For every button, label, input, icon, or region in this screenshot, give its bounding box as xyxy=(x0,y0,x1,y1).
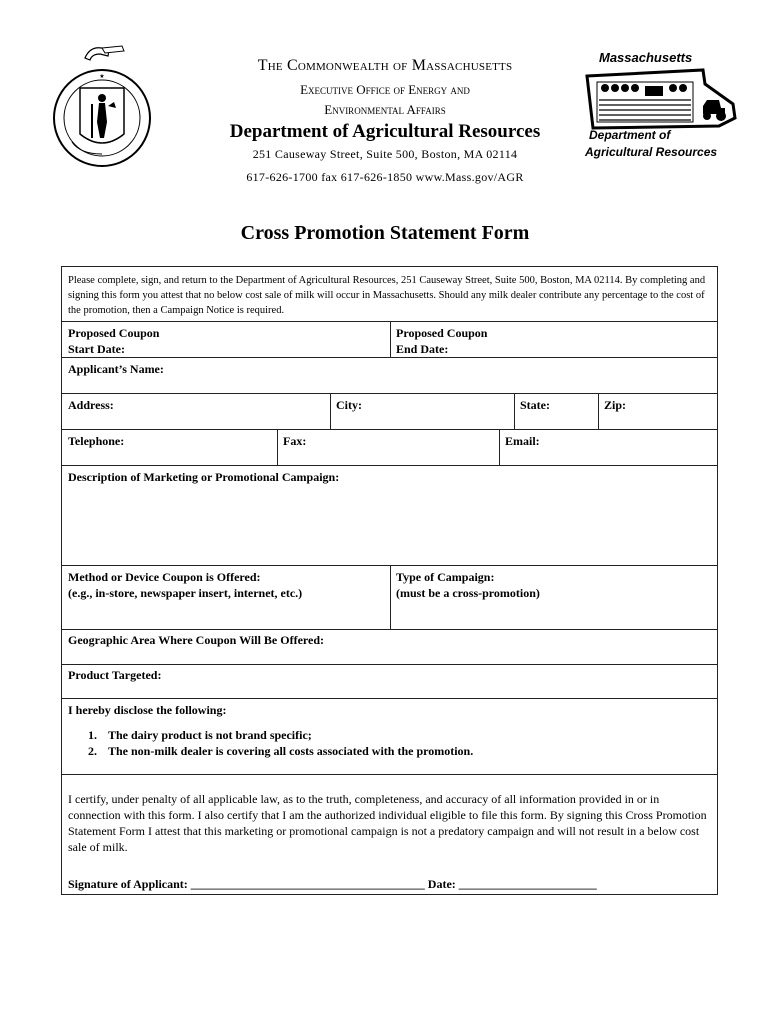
state-seal xyxy=(50,42,160,170)
state-label: State: xyxy=(520,398,550,412)
form-table xyxy=(61,266,718,895)
start-date-label-1: Proposed Coupon xyxy=(68,326,160,340)
certification-row xyxy=(62,774,717,895)
address-field[interactable] xyxy=(62,394,330,430)
signature-label: Signature of Applicant: xyxy=(68,877,188,891)
date-input[interactable]: _______________________ xyxy=(458,877,597,891)
zip-label: Zip: xyxy=(604,398,627,412)
address-row xyxy=(62,393,717,430)
method-label-1: Method or Device Coupon is Offered: xyxy=(68,570,261,584)
disclosure-row xyxy=(62,698,717,775)
header-commonwealth: The Commonwealth of Massachusetts xyxy=(257,57,513,74)
header-department: Department of Agricultural Resources xyxy=(229,121,541,142)
disclosure-text: The non-milk dealer is covering all costs associated with the promotion. xyxy=(108,744,474,758)
disclosure-text: The dairy product is not brand specific; xyxy=(108,728,312,742)
telephone-field[interactable] xyxy=(62,430,277,466)
logo-massachusetts: Massachusetts xyxy=(599,50,693,65)
description-label: Description of Marketing or Promotional Campaign: xyxy=(68,470,340,484)
geographic-area-label: Geographic Area Where Coupon Will Be Offered: xyxy=(68,633,324,647)
start-date-label xyxy=(68,325,159,357)
fax-field[interactable] xyxy=(277,430,499,466)
fax-label: Fax: xyxy=(283,434,307,448)
header-executive-office: Executive Office of Energy and xyxy=(300,82,470,97)
email-label: Email: xyxy=(505,434,540,448)
applicant-name-field[interactable] xyxy=(62,357,717,394)
telephone-label: Telephone: xyxy=(68,434,125,448)
end-date-label-2: End Date: xyxy=(396,342,449,356)
logo-department-of: Department of xyxy=(589,128,671,142)
certification-text: I certify, under penalty of all applicable law, as to the truth, completeness, and accuracy of all information provided in or in connection with this form. I also certify that I am the authorized individual eligible to file this form. By signing this Cross Promotion Statement Form I attest that this marketing or promotional campaign is not a predatory campaign and will not result in a below cost sale of milk. xyxy=(68,792,707,854)
logo-agricultural-resources: Agricultural Resources xyxy=(585,145,718,159)
header-address: 251 Causeway Street, Suite 500, Boston, MA 02114 xyxy=(252,147,518,161)
signature-input[interactable]: _______________________________________ xyxy=(190,877,425,891)
campaign-type-label xyxy=(396,569,540,601)
start-date-field[interactable] xyxy=(62,322,390,358)
zip-field[interactable] xyxy=(598,394,717,430)
mdar-logo xyxy=(583,48,743,164)
method-type-row xyxy=(62,565,717,630)
end-date-label-1: Proposed Coupon xyxy=(396,326,488,340)
state-field[interactable] xyxy=(514,394,598,430)
intro-text: Please complete, sign, and return to the Department of Agricultural Resources, 251 Causeway Street, Suite 500, Boston, MA 02114. By completing and signing this form you attest that no below cost sale of milk will occur in Massachusetts. Should any milk dealer contribute any percentage to the cost of the promotion, then a Campaign Notice is required. xyxy=(68,275,706,316)
method-label-2: (e.g., in-store, newspaper insert, internet, etc.) xyxy=(68,586,303,600)
city-label: City: xyxy=(336,398,362,412)
end-date-field[interactable] xyxy=(390,322,717,358)
phone-row xyxy=(62,429,717,466)
campaign-type-field[interactable] xyxy=(390,566,717,630)
coupon-dates-row xyxy=(62,321,717,358)
address-label: Address: xyxy=(68,398,114,412)
signature-line xyxy=(68,877,597,892)
header-environmental-affairs: Environmental Affairs xyxy=(324,102,446,117)
header-contact: 617-626-1700 fax 617-626-1850 www.Mass.gov/AGR xyxy=(246,170,524,184)
description-field[interactable] xyxy=(62,465,717,566)
end-date-label xyxy=(396,325,487,357)
disclosure-item xyxy=(88,727,473,743)
geographic-area-field[interactable] xyxy=(62,629,717,665)
product-label: Product Targeted: xyxy=(68,668,162,682)
form-title: Cross Promotion Statement Form xyxy=(240,222,530,244)
product-field[interactable] xyxy=(62,664,717,699)
date-label: Date: xyxy=(427,877,456,891)
campaign-type-label-2: (must be a cross-promotion) xyxy=(396,586,540,600)
svg-text:★: ★ xyxy=(99,73,105,80)
campaign-type-label-1: Type of Campaign: xyxy=(396,570,495,584)
applicant-name-label: Applicant’s Name: xyxy=(68,362,164,376)
start-date-label-2: Start Date: xyxy=(68,342,125,356)
city-field[interactable] xyxy=(330,394,514,430)
disclosure-item xyxy=(88,743,473,759)
disclosure-num: 1. xyxy=(88,728,97,742)
method-label xyxy=(68,569,302,601)
email-field[interactable] xyxy=(499,430,717,466)
intro-row xyxy=(62,267,717,321)
disclosure-list xyxy=(88,727,473,759)
disclosure-label: I hereby disclose the following: xyxy=(68,703,227,717)
disclosure-num: 2. xyxy=(88,744,97,758)
method-field[interactable] xyxy=(62,566,390,630)
